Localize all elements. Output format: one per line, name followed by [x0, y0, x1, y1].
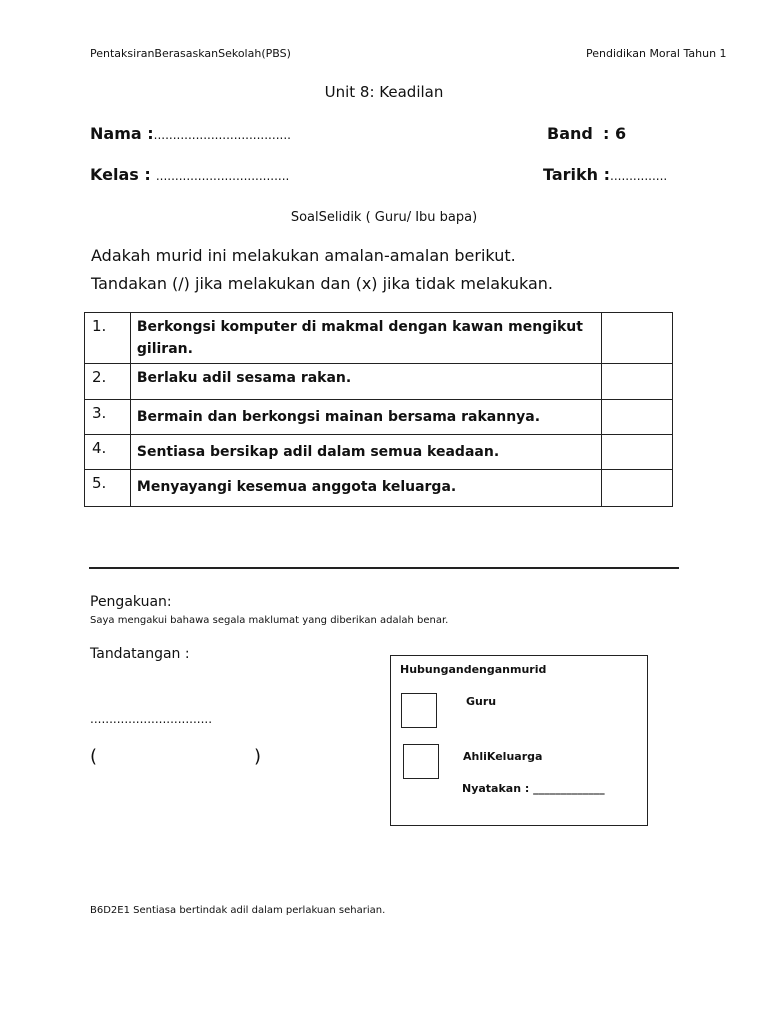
guru-checkbox[interactable]	[401, 693, 437, 728]
band-label: Band	[547, 124, 593, 143]
family-label: AhliKeluarga	[463, 750, 543, 763]
check-cell[interactable]	[602, 470, 673, 507]
item-text: Menyayangi kesemua anggota keluarga.	[130, 470, 601, 507]
check-cell[interactable]	[602, 313, 673, 364]
survey-title: SoalSelidik ( Guru/ Ibu bapa)	[290, 210, 478, 225]
item-number: 2.	[85, 364, 131, 400]
item-number: 4.	[85, 435, 131, 470]
relationship-title: Hubungandenganmurid	[400, 663, 547, 676]
table-row	[85, 364, 673, 400]
kelas-field	[90, 165, 289, 184]
item-number: 1.	[85, 313, 131, 364]
family-checkbox[interactable]	[403, 744, 439, 779]
tarikh-dots: ...............	[610, 169, 668, 183]
instruction-line-1: Adakah murid ini melakukan amalan-amalan berikut.	[91, 246, 516, 265]
declaration-text: Saya mengakui bahawa segala maklumat yang diberikan adalah benar.	[90, 615, 449, 626]
header-left: PentaksiranBerasaskanSekolah(PBS)	[90, 47, 291, 60]
item-number: 3.	[85, 400, 131, 435]
kelas-dots: ...................................	[155, 169, 290, 183]
band-field	[547, 124, 626, 143]
table-row	[85, 400, 673, 435]
item-text: Sentiasa bersikap adil dalam semua keadaan.	[130, 435, 601, 470]
band-value: : 6	[603, 124, 627, 143]
nama-field	[90, 124, 291, 143]
name-paren-close: )	[254, 746, 262, 767]
tarikh-label: Tarikh :	[543, 165, 611, 184]
name-paren-open: (	[90, 746, 98, 767]
declaration-heading: Pengakuan:	[90, 594, 172, 610]
item-text: Berlaku adil sesama rakan.	[130, 364, 601, 400]
section-divider	[89, 567, 679, 569]
table-row	[85, 313, 673, 364]
specify-field[interactable]: Nyatakan : _____________	[462, 782, 605, 795]
tarikh-field	[543, 165, 667, 184]
signature-label: Tandatangan :	[90, 646, 190, 662]
item-number: 5.	[85, 470, 131, 507]
nama-dots: ....................................	[153, 128, 291, 142]
header-right: Pendidikan Moral Tahun 1	[586, 47, 727, 60]
instruction-line-2: Tandakan (/) jika melakukan dan (x) jika tidak melakukan.	[91, 274, 554, 293]
kelas-label: Kelas :	[90, 165, 151, 184]
check-cell[interactable]	[602, 400, 673, 435]
check-cell[interactable]	[602, 435, 673, 470]
relationship-box	[390, 655, 648, 826]
table-row	[85, 470, 673, 507]
table-row	[85, 435, 673, 470]
practice-table	[84, 312, 673, 507]
nama-label: Nama :	[90, 124, 154, 143]
check-cell[interactable]	[602, 364, 673, 400]
item-text: Berkongsi komputer di makmal dengan kawan mengikut giliran.	[130, 313, 601, 364]
guru-label: Guru	[466, 695, 497, 708]
page-title: Unit 8: Keadilan	[324, 83, 444, 101]
item-text: Bermain dan berkongsi mainan bersama rakannya.	[130, 400, 601, 435]
footer-note: B6D2E1 Sentiasa bertindak adil dalam perlakuan seharian.	[90, 905, 386, 916]
signature-line[interactable]: ................................	[90, 712, 213, 726]
